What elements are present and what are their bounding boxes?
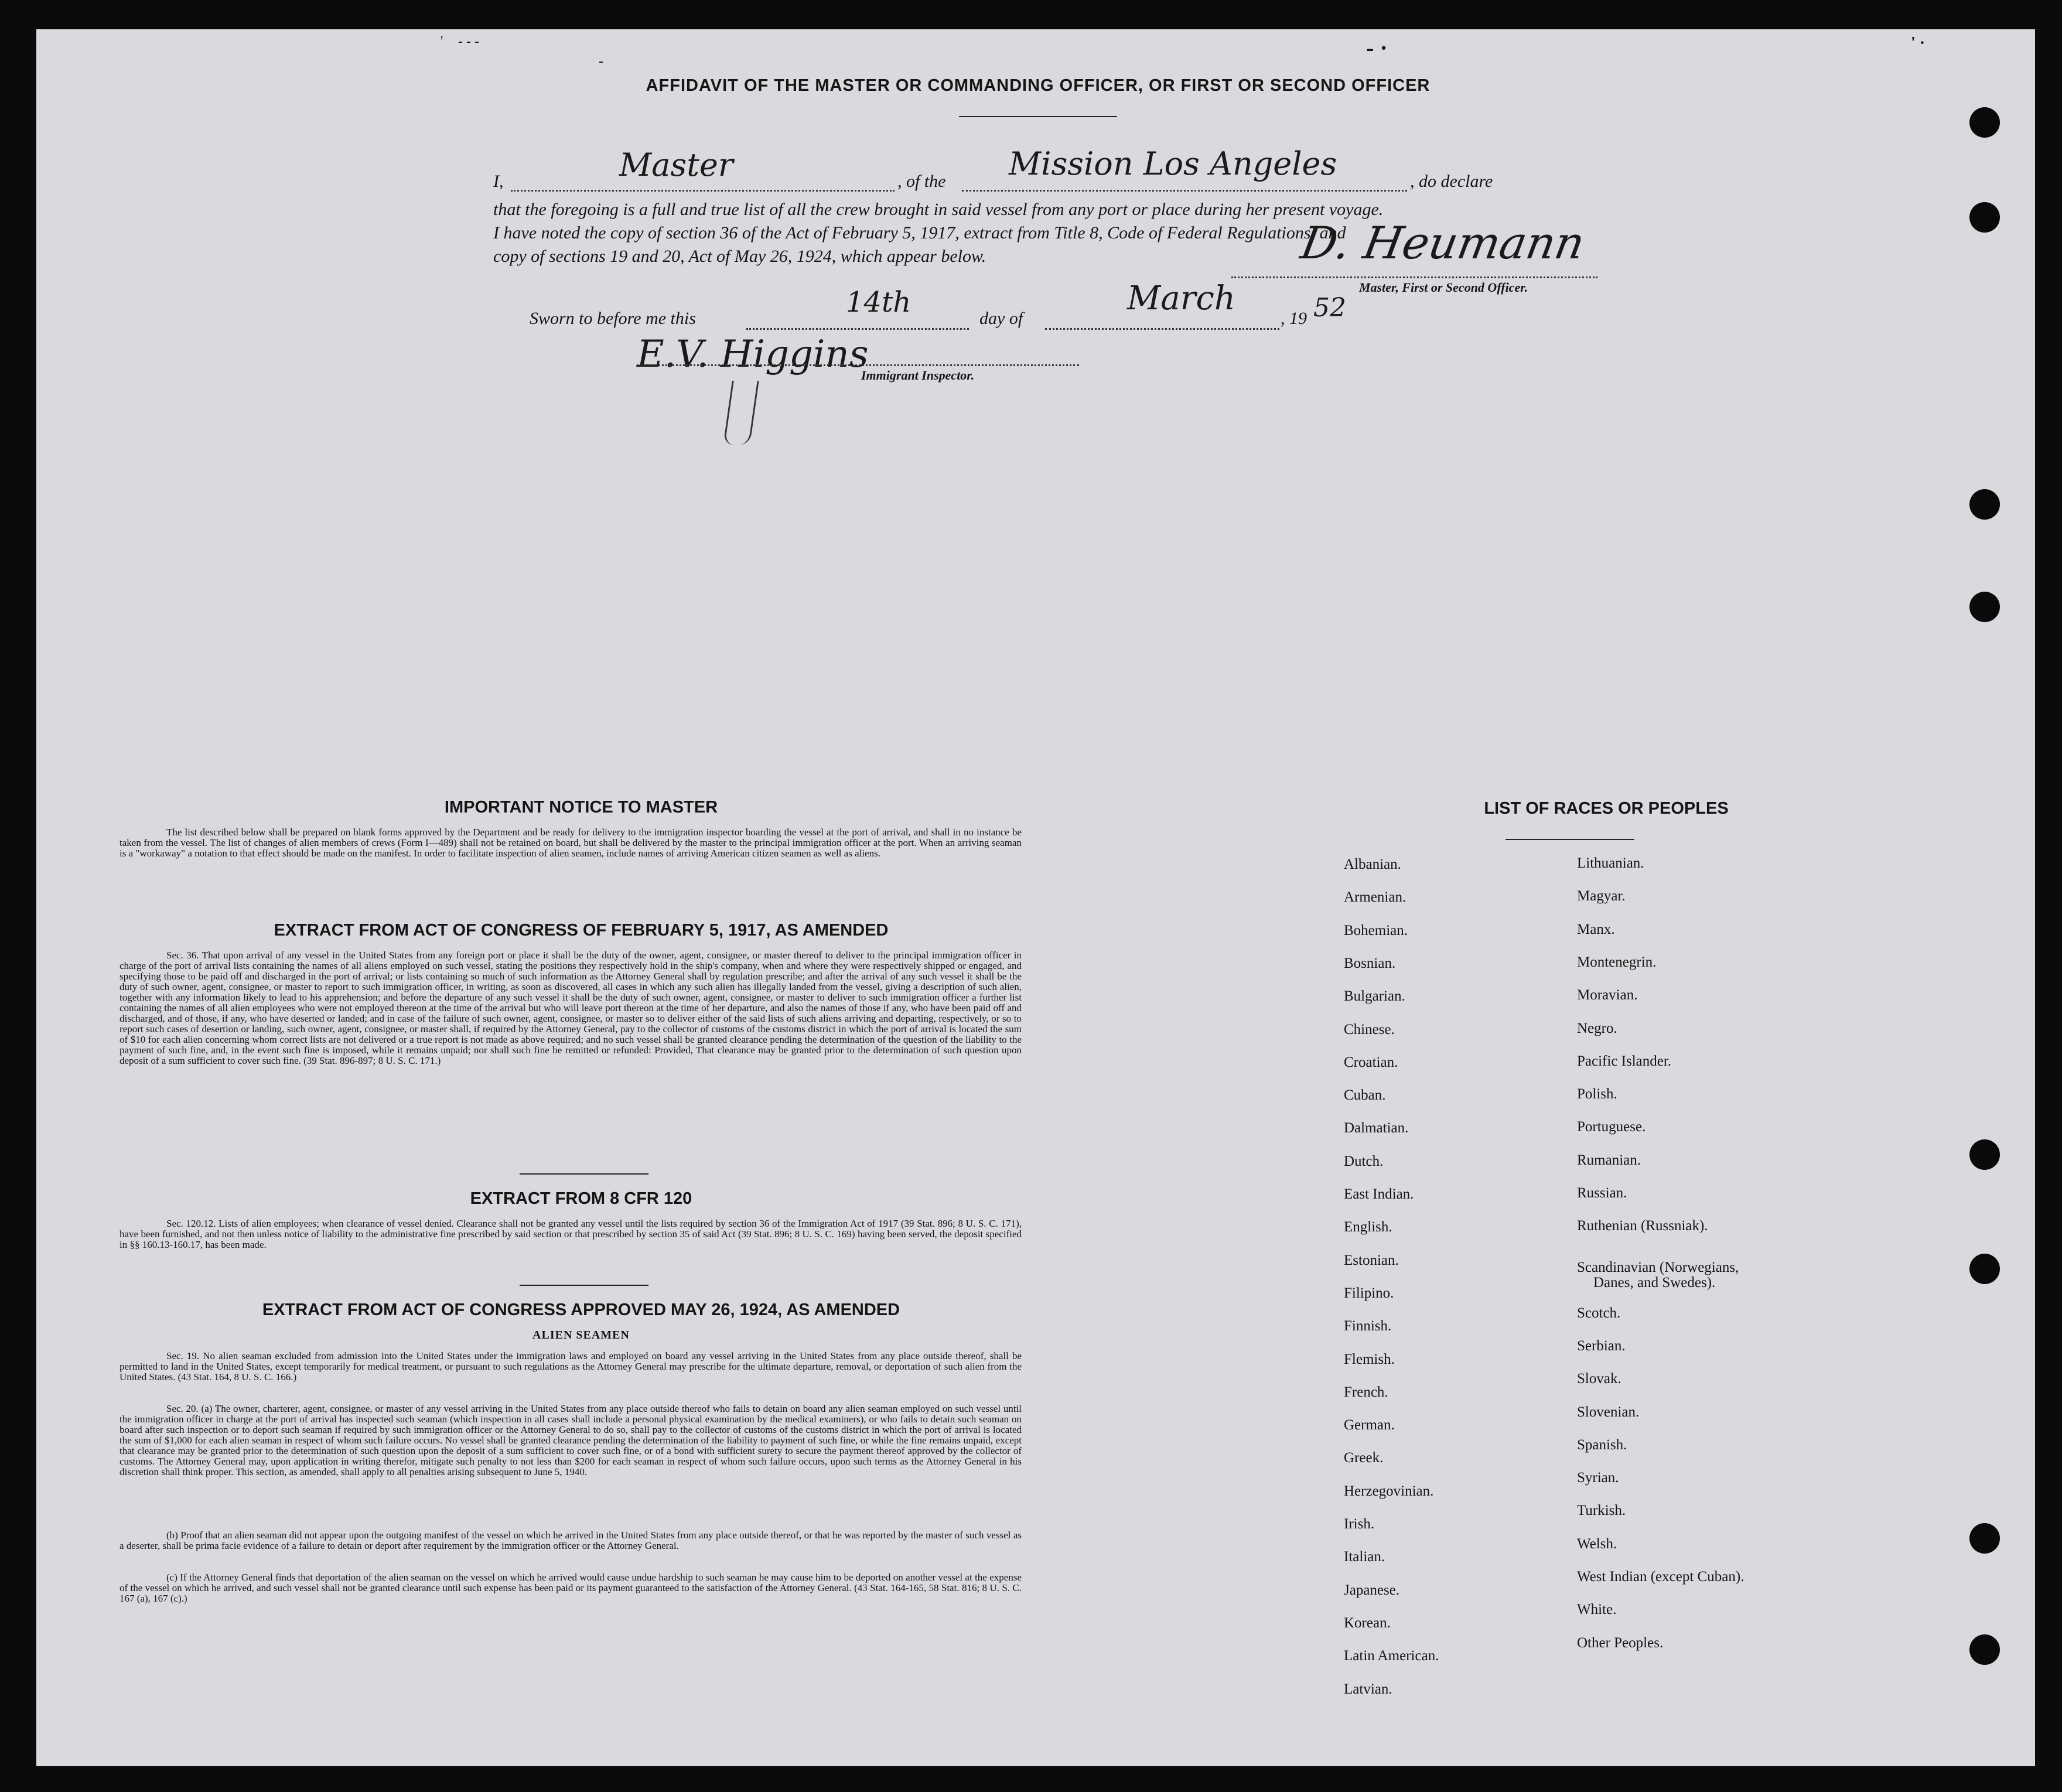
race-item: Pacific Islander.: [1577, 1053, 1672, 1069]
inspector-signature: E.V. Higgins: [637, 333, 869, 376]
race-item: Montenegrin.: [1577, 954, 1657, 970]
race-item: Scotch.: [1577, 1305, 1621, 1321]
race-item: Slovak.: [1577, 1371, 1621, 1387]
race-item: Armenian.: [1344, 889, 1406, 906]
binder-hole: [1969, 107, 2000, 138]
document-page: [36, 29, 2035, 1766]
race-item: Spanish.: [1577, 1436, 1627, 1453]
race-item: Albanian.: [1344, 856, 1401, 872]
top-mark: - - -: [458, 34, 479, 49]
inspector-signature-tail: [723, 381, 759, 445]
race-item: Danes, and Swedes).: [1593, 1274, 1716, 1291]
binder-hole: [1969, 1254, 2000, 1284]
sworn-label: Sworn to before me this: [530, 309, 696, 328]
extract-1917-title: EXTRACT FROM ACT OF CONGRESS OF FEBRUARY 5, 1917, AS AMENDED: [274, 921, 889, 940]
race-item: Turkish.: [1577, 1503, 1626, 1519]
race-item: English.: [1344, 1219, 1392, 1235]
race-item: Filipino.: [1344, 1285, 1394, 1301]
race-item: Magyar.: [1577, 888, 1626, 904]
day-handwritten: 14th: [846, 286, 911, 319]
race-item: Rumanian.: [1577, 1152, 1641, 1168]
affidavit-title: AFFIDAVIT OF THE MASTER OR COMMANDING OFFICER, OR FIRST OR SECOND OFFICER: [646, 76, 1431, 95]
extract-cfr-title: EXTRACT FROM 8 CFR 120: [470, 1189, 692, 1208]
binder-hole: [1969, 202, 2000, 233]
race-item: Flemish.: [1344, 1351, 1395, 1367]
race-item: Latvian.: [1344, 1681, 1392, 1697]
vessel-dotted-line: [962, 190, 1407, 192]
race-item: Estonian.: [1344, 1252, 1399, 1268]
race-item: Croatian.: [1344, 1054, 1398, 1070]
label-of-the: , of the: [897, 172, 946, 191]
race-item: Negro.: [1577, 1020, 1617, 1036]
inspector-signature-line: [637, 364, 1079, 366]
race-item: Japanese.: [1344, 1582, 1400, 1598]
month-handwritten: March: [1127, 279, 1235, 318]
race-item: Polish.: [1577, 1086, 1617, 1102]
extract-1924-title: EXTRACT FROM ACT OF CONGRESS APPROVED MAY 26, 1924, AS AMENDED: [262, 1301, 900, 1319]
binder-hole: [1969, 1634, 2000, 1665]
section-rule: [520, 1173, 648, 1175]
top-mark: ': [441, 34, 443, 49]
extract-1917-text: Sec. 36. That upon arrival of any vessel in the United States from any foreign port or place it shall be the duty of the owner, agent, consignee, or master thereof to deliver to the principal immigration officer in charge of the port of arrival lists containing the names of all aliens employed on such vessel, stating the positions they respectively hold in the ship's company, when and where they were respectively shipped or engaged, and specifying those to be paid off and discharged in the port of arrival; or lists containing so much of such information as the Attorney General shall by regulation prescribe; and after the arrival of any such vessel it shall be the duty of such owner, agent, consignee, or master to report to such immigration officer, in writing, as soon as discovered, all cases in which any such alien has illegally landed from the vessel, giving a description of such alien, together with any information likely to lead to his apprehension; and before the departure of any such vessel it shall be the duty of such owner, agent, consignee, or master to deliver to such immigration officer a further list containing the names of all alien employees who were not employed thereon at the time of the arrival but who will leave port thereon at the time of her departure, and also the names of those if any, who have been paid off and discharged, and of those, if any, who have deserted or landed; and in case of the failure of such owner, agent, consignee, or master so to deliver either of the said lists of such aliens arriving and departing, respectively, or so to report such cases of desertion or landing, such owner, agent, consignee, or master shall, if required by the Attorney General, pay to the collector of customs of the customs district in which the port of arrival is located the sum of $10 for each alien concerning whom correct lists are not delivered or a true report is not made as above required; and no such vessel shall be granted clearance pending the determination of the question of the liability to the payment of such fine, and, in the event such fine is imposed, while it remains unpaid; nor shall such fine be remitted or refunded: Provided, That clearance may be granted prior to the determination of such question upon deposit of a sum sufficient to cover such fine. (39 Stat. 896-897; 8 U. S. C. 171.): [120, 950, 1022, 1066]
master-signature-label: Master, First or Second Officer.: [1359, 280, 1528, 295]
race-item: Latin American.: [1344, 1648, 1439, 1664]
race-item: Italian.: [1344, 1549, 1385, 1565]
race-item: Korean.: [1344, 1614, 1391, 1631]
race-item: East Indian.: [1344, 1186, 1414, 1202]
top-mark: ' ·: [1911, 34, 1926, 52]
race-item: Manx.: [1577, 921, 1615, 937]
race-item: Finnish.: [1344, 1318, 1392, 1334]
section-rule: [520, 1285, 648, 1286]
race-item: Welsh.: [1577, 1535, 1617, 1552]
binder-hole: [1969, 592, 2000, 622]
race-item: Herzegovinian.: [1344, 1483, 1434, 1499]
race-item: Irish.: [1344, 1516, 1375, 1532]
sec20a-text: Sec. 20. (a) The owner, charterer, agent, consignee, or master of any vessel arriving in the United States from any place outside thereof who fails to detain on board any alien seaman employed on such vessel until the immigration officer in charge at the port of arrival has inspected such seaman (which inspection in all cases shall include a personal physical examination by the medical examiners), or who fails to detain such seaman on board after such inspection or to deport such seaman if required by such immigration officer or the Attorney General to do so, shall pay to the collector of customs of the customs district in which the port of arrival is located the sum of $1,000 for each alien seaman in respect of whom such failure occurs. No vessel shall be granted clearance pending the determination of the liability to payment of such fine, or while the fine remains unpaid, except that clearance may be granted prior to the determination of such question upon the deposit of a sum sufficient to cover such fine, or of a bond with sufficient surety to secure the payment thereof approved by the collector of customs. The Attorney General may, upon application in writing therefor, mitigate such penalty to not less than $200 for each seaman in respect of whom such failure occurs, upon such terms as the Attorney General in his discretion shall think proper. This section, as amended, shall apply to all penalties arising subsequent to June 5, 1940.: [120, 1403, 1022, 1477]
race-item: Cuban.: [1344, 1087, 1386, 1104]
race-item: Bosnian.: [1344, 955, 1396, 971]
race-item: Scandinavian (Norwegians,: [1577, 1259, 1739, 1275]
races-title: LIST OF RACES OR PEOPLES: [1484, 799, 1729, 818]
extract-1924-subtitle: ALIEN SEAMEN: [532, 1329, 630, 1342]
day-dotted-line: [746, 328, 969, 330]
race-item: Dutch.: [1344, 1153, 1384, 1169]
race-item: Bulgarian.: [1344, 988, 1405, 1005]
race-item: Greek.: [1344, 1450, 1384, 1466]
notice-title: IMPORTANT NOTICE TO MASTER: [444, 798, 718, 817]
race-item: Slovenian.: [1577, 1404, 1640, 1420]
race-item: Syrian.: [1577, 1470, 1619, 1486]
year-handwritten: 52: [1313, 293, 1346, 323]
race-item: French.: [1344, 1384, 1388, 1400]
label-do-declare: , do declare: [1410, 172, 1493, 191]
race-item: West Indian (except Cuban).: [1577, 1569, 1744, 1585]
master-signature-line: [1231, 277, 1597, 278]
binder-hole: [1969, 489, 2000, 520]
race-item: Ruthenian (Russniak).: [1577, 1218, 1708, 1234]
year-prefix: , 19: [1281, 309, 1307, 328]
race-item: German.: [1344, 1417, 1395, 1433]
races-title-rule: [1505, 839, 1634, 840]
race-item: Other Peoples.: [1577, 1634, 1664, 1651]
sworn-line: [530, 279, 1408, 334]
top-mark: - ·: [1366, 35, 1388, 61]
sec19-text: Sec. 19. No alien seaman excluded from admission into the United States under the immigration laws and employed on board any vessel arriving in the United States from any place outside thereof, shall be permitted to land in the United States, except temporarily for medical treatment, or pursuant to such regulations as the Attorney General may prescribe for the ultimate departure, removal, or deportation of such alien from the United States. (43 Stat. 164, 8 U. S. C. 166.): [120, 1350, 1022, 1383]
vessel-handwritten: Mission Los Angeles: [1009, 145, 1337, 182]
rank-handwritten: Master: [619, 146, 733, 183]
race-item: Moravian.: [1577, 987, 1638, 1003]
top-mark: -: [599, 54, 603, 69]
race-item: Bohemian.: [1344, 922, 1408, 938]
affidavit-line-4: copy of sections 19 and 20, Act of May 26, 1924, which appear below.: [493, 247, 986, 266]
affidavit-line-2: that the foregoing is a full and true list of all the crew brought in said vessel from any port or place during her present voyage.: [493, 200, 1384, 219]
day-of-label: day of: [979, 309, 1023, 328]
race-item: White.: [1577, 1602, 1617, 1618]
race-item: Serbian.: [1577, 1337, 1626, 1354]
race-item: Dalmatian.: [1344, 1120, 1409, 1136]
label-i: I,: [493, 172, 504, 191]
inspector-label: Immigrant Inspector.: [861, 368, 975, 383]
extract-cfr-text: Sec. 120.12. Lists of alien employees; when clearance of vessel denied. Clearance shall not be granted any vessel until the lists required by section 36 of the Immigration Act of 1917 (39 Stat. 896; 8 U. S. C. 171), have been furnished, and not then unless notice of liability to the administrative fine prescribed by said section or that prescribed by section 35 of said Act (39 Stat. 896; 8 U. S. C. 169) having been served, the deposit specified in §§ 160.13-160.17, has been made.: [120, 1218, 1022, 1250]
race-item: Chinese.: [1344, 1021, 1395, 1037]
race-item: Lithuanian.: [1577, 855, 1644, 871]
title-rule: [959, 116, 1117, 117]
affidavit-line-3: I have noted the copy of section 36 of the Act of February 5, 1917, extract from Title 8, Code of Federal Regulations, and: [493, 223, 1346, 243]
race-item: Russian.: [1577, 1185, 1627, 1201]
race-item: Portuguese.: [1577, 1119, 1646, 1135]
binder-hole: [1969, 1523, 2000, 1554]
sec20c-text: (c) If the Attorney General finds that deportation of the alien seaman on the vessel on which he arrived would cause undue hardship to such seaman he may cause him to be deported on another vessel at the expense of the vessel on which he arrived, and such vessel shall not be granted clearance until such expense has been paid or its payment guaranteed to the satisfaction of the Attorney General. (43 Stat. 164-165, 58 Stat. 816; 8 U. S. C. 167 (a), 167 (c).): [120, 1572, 1022, 1604]
month-dotted-line: [1045, 328, 1279, 330]
binder-hole: [1969, 1139, 2000, 1170]
rank-dotted-line: [511, 190, 895, 192]
sec20b-text: (b) Proof that an alien seaman did not appear upon the outgoing manifest of the vessel on which he arrived in the United States from any place outside thereof, or that he was reported by the master of such vessel as a deserter, shall be prima facie evidence of a failure to detain or deport after requirement by the immigration officer or the Attorney General.: [120, 1530, 1022, 1551]
affidavit-line-1: [493, 145, 1653, 196]
notice-text: The list described below shall be prepared on blank forms approved by the Department and be ready for delivery to the immigration inspector boarding the vessel at the port of arrival, and shall in no instance be taken from the vessel. The list of changes of alien members of crews (Form I—489) shall not be retained on board, but shall be delivered by the master to the principal immigration officer at the port. When an arriving seaman is a "workaway" a notation to that effect should be made on the manifest. In order to facilitate inspection of alien seamen, include names of arriving American citizen seamen as well as aliens.: [120, 827, 1022, 859]
master-signature: D. Heumann: [1297, 217, 1589, 269]
